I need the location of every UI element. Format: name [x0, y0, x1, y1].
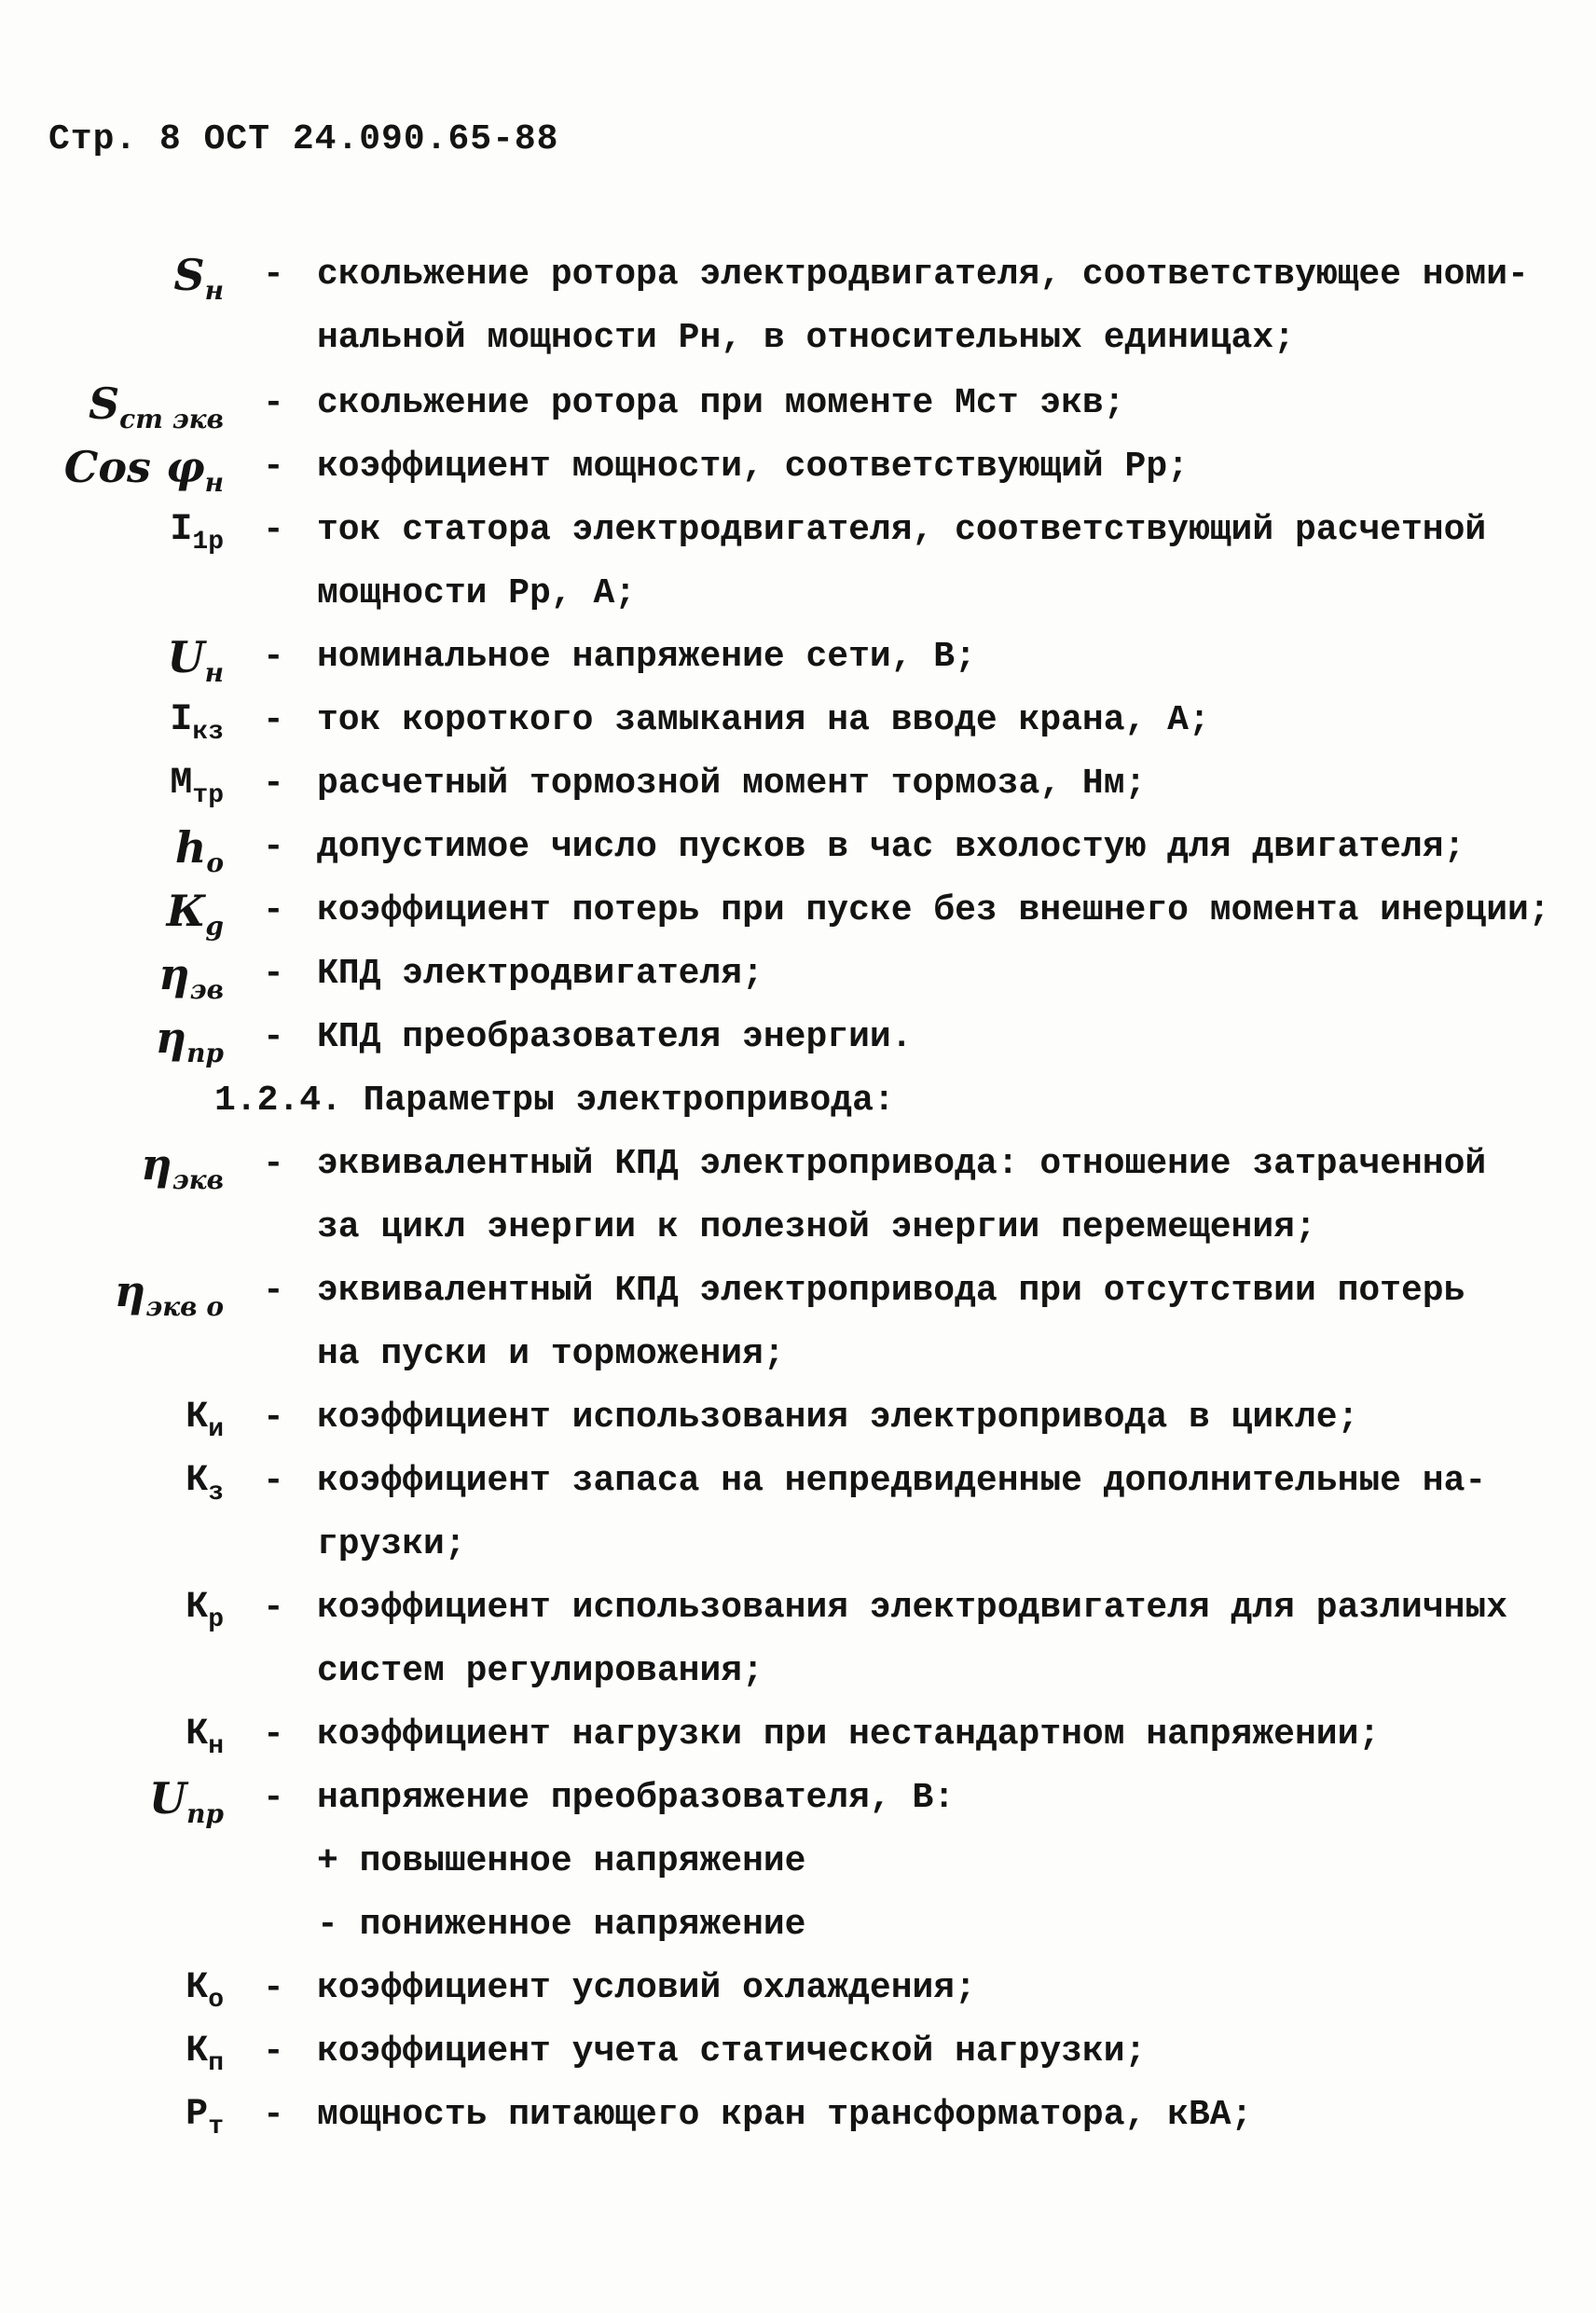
symbol: $U_{пр}$ [148, 1773, 224, 1829]
definition-continuation: на пуски и торможения; [317, 1334, 785, 1374]
definition-text: коэффициент учета статической нагрузки; [317, 2031, 1147, 2072]
definition-text: номинальное напряжение сети, В; [317, 637, 976, 677]
definition-continuation: грузки; [317, 1524, 466, 1564]
page-header: Стр. 8 ОСТ 24.090.65-88 [48, 119, 559, 159]
definition-text: скольжение ротора при моменте Мст экв; [317, 383, 1125, 423]
definition-text: мощность питающего кран трансформатора, кВА; [317, 2095, 1253, 2135]
symbol: $К_п$ [186, 2031, 224, 2078]
definition-text: коэффициент использования электропривода в цикле; [317, 1397, 1359, 1438]
symbol: $P_т$ [186, 2094, 224, 2141]
definition-text: эквивалентный КПД электропривода при отсутствии потерь [317, 1271, 1465, 1311]
symbol: $\eta_{эв}$ [158, 949, 224, 1005]
list-item: + повышенное напряжение [317, 1841, 806, 1881]
definition-text: коэффициент нагрузки при нестандартном напряжении; [317, 1714, 1381, 1755]
symbol: $\eta_{экв о}$ [114, 1266, 224, 1322]
definition-text: скольжение ротора электродвигателя, соответствующее номи- [317, 255, 1529, 295]
definition-text: КПД электродвигателя; [317, 954, 764, 994]
definition-continuation: мощности Pр, А; [317, 573, 637, 613]
definition-continuation: за цикл энергии к полезной энергии перемещения; [317, 1207, 1316, 1247]
symbol: $S_{ст экв}$ [88, 379, 224, 434]
section-title: 1.2.4. Параметры электропривода: [214, 1081, 895, 1121]
symbol: $К_g$ [166, 886, 224, 942]
symbol: $\eta_{пр}$ [155, 1012, 224, 1068]
definition-text: коэффициент потерь при пуске без внешнего момента инерции; [317, 890, 1550, 930]
definition-text: коэффициент запаса на непредвиденные дополнительные на- [317, 1461, 1487, 1501]
definition-text: напряжение преобразователя, В: [317, 1778, 956, 1818]
symbol: $h_о$ [174, 822, 224, 878]
symbol: $I_{1р}$ [170, 509, 224, 557]
definition-text: КПД преобразователя энергии. [317, 1017, 913, 1057]
symbol: $К_и$ [186, 1397, 224, 1444]
symbol: $К_р$ [186, 1587, 224, 1634]
list-item: - пониженное напряжение [317, 1905, 806, 1945]
symbol: $К_н$ [186, 1714, 224, 1761]
symbol: $К_з$ [186, 1460, 224, 1508]
definition-continuation: систем регулирования; [317, 1651, 764, 1691]
symbol: $\eta_{экв}$ [141, 1139, 224, 1195]
symbol: Cos $\varphi_н$ [63, 442, 224, 498]
symbol: $S_н$ [173, 250, 224, 306]
definition-text: ток статора электродвигателя, соответствующий расчетной [317, 510, 1487, 550]
definition-text: допустимое число пусков в час вхолостую для двигателя; [317, 827, 1465, 867]
symbol: $К_о$ [186, 1967, 224, 2015]
document-page: Стр. 8 ОСТ 24.090.65-88 $S_н$ - скольжение ротора электродвигателя, соответствующее номи- нальной мощности Pн, в относительных единицах; $S_{ст экв}$ - скольжение ротора при моменте Мст экв; Cos $\varphi_н$ - коэффициент мощности, соответствующий Pр; $I_{1р}$ - ток статора электродвигателя, соответствующий расчетной мощности Pр, А; $U_н$ - номинальное напряжение сети, В; $I_{кз}$ - ток короткого замыкания на вводе крана, А; $М_{тр}$ - расчетный тормозной момент тормоза, Нм; $h_о$ - допустимое число пусков в час вхолостую для двигателя; $К_g$ - коэффициент потерь при пуске без внешнего момента инерции; $\eta_{эв}$ - КПД электродвигателя; $\eta_{пр}$ - КПД преобразователя энергии. 1.2.4. Параметры электропривода: $\eta_{экв}$ - эквивалентный КПД электропривода: отношение затраченной за цикл энергии к полезной энергии перемещения; $\eta_{экв о}$ - эквивалентный КПД электропривода при отсутствии потерь на пуски и торможения; $К_и$ - коэффициент использования электропривода в цикле; $К_з$ - коэффициент запаса на непредвиденные дополнительные на- грузки; $К_р$ - коэффициент использования электродвигателя для различных систем регулирования; $К_н$ - коэффициент нагрузки при нестандартном напряжении; $U_{пр}$ - напряжение преобразователя, В: + повышенное напряжение - пониженное напряжение $К_о$ - коэффициент условий охлаждения; $К_п$ - коэффициент учета статической нагрузки; $P_т$ - мощность питающего кран трансформатора, кВА; [0, 0, 1596, 2313]
symbol: $М_{тр}$ [170, 763, 224, 810]
definition-text: ток короткого замыкания на вводе крана, А; [317, 700, 1210, 740]
definition-text: расчетный тормозной момент тормоза, Нм; [317, 764, 1147, 804]
definition-text: коэффициент условий охлаждения; [317, 1968, 976, 2008]
symbol: $U_н$ [167, 632, 224, 688]
definition-text: коэффициент использования электродвигателя для различных [317, 1588, 1508, 1628]
symbol: $I_{кз}$ [170, 699, 224, 747]
definition-continuation: нальной мощности Pн, в относительных единицах; [317, 318, 1295, 358]
definition-text: эквивалентный КПД электропривода: отношение затраченной [317, 1144, 1487, 1184]
definition-text: коэффициент мощности, соответствующий Pр; [317, 447, 1189, 487]
